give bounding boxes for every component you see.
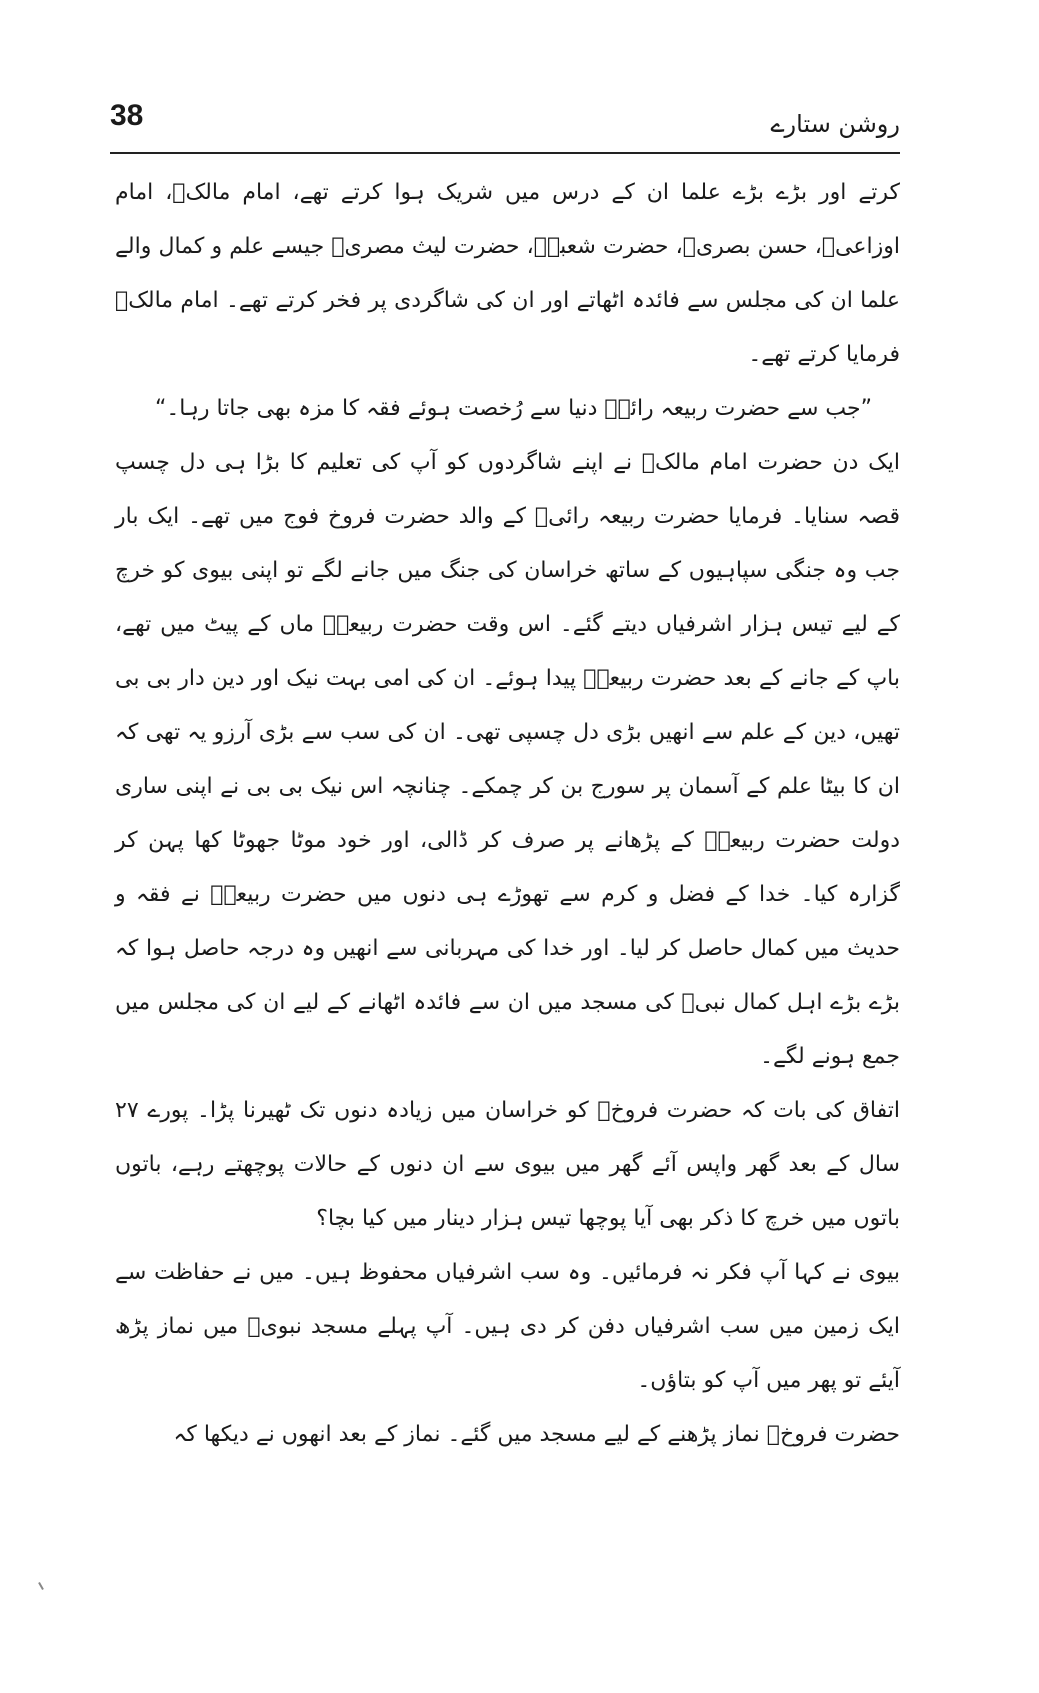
body-text — [115, 166, 900, 1462]
header-rule — [110, 152, 900, 154]
paragraph-quote: ”جب سے حضرت ربیعہ رائےؒ دنیا سے رُخصت ہوئے فقہ کا مزہ بھی جاتا رہا۔“ — [154, 396, 872, 421]
running-title: روشن ستارے — [770, 110, 900, 138]
paragraph-continuation: کرتے اور بڑے بڑے علما ان کے درس میں شریک ہوا کرتے تھے، امام مالکؒ، امام اوزاعیؒ، حسن بصریؒ، حضرت شعبہؒ، حضرت لیث مصریؒ جیسے علم و کمال والے علما ان کی مجلس سے فائدہ اٹھاتے اور ان کی شاگردی پر فخر کرتے تھے۔ امام مالکؒ فرمایا کرتے تھے۔ — [115, 180, 900, 367]
page-header — [110, 96, 900, 154]
page-number: 38 — [110, 99, 144, 132]
paragraph-wife-reply: بیوی نے کہا آپ فکر نہ فرمائیں۔ وہ سب اشرفیاں محفوظ ہیں۔ میں نے حفاظت سے ایک زمین میں سب اشرفیاں دفن کر دی ہیں۔ آپ پہلے مسجد نبویؐ میں نماز پڑھ آیئے تو پھر میں آپ کو بتاؤں۔ — [115, 1260, 900, 1393]
paragraph-mosque: حضرت فروخؒ نماز پڑھنے کے لیے مسجد میں گئے۔ نماز کے بعد انھوں نے دیکھا کہ — [173, 1422, 900, 1447]
paragraph-return: اتفاق کی بات کہ حضرت فروخؒ کو خراسان میں زیادہ دنوں تک ٹھیرنا پڑا۔ پورے ۲۷ سال کے بعد گھر واپس آئے گھر میں بیوی سے ان دنوں کے حالات پوچھتے رہے، باتوں باتوں میں خرچ کا ذکر بھی آیا پوچھا تیس ہزار دینار میں کیا بچا؟ — [115, 1098, 900, 1231]
paragraph-story: ایک دن حضرت امام مالکؒ نے اپنے شاگردوں کو آپ کی تعلیم کا بڑا ہی دل چسپ قصہ سنایا۔ فرمایا حضرت ربیعہ رائیؒ کے والد حضرت فروخ فوج میں تھے۔ ایک بار جب وہ جنگی سپاہیوں کے ساتھ خراسان کی جنگ میں جانے لگے تو اپنی بیوی کو خرچ کے لیے تیس ہزار اشرفیاں دیتے گئے۔ اس وقت حضرت ربیعہؒ ماں کے پیٹ میں تھے، باپ کے جانے کے بعد حضرت ربیعہؒ پیدا ہوئے۔ ان کی امی بہت نیک اور دین دار بی بی تھیں، دین کے علم سے انھیں بڑی دل چسپی تھی۔ ان کی سب سے بڑی آرزو یہ تھی کہ ان کا بیٹا علم کے آسمان پر سورج بن کر چمکے۔ چنانچہ اس نیک بی بی نے اپنی ساری دولت حضرت ربیعہؒ کے پڑھانے پر صرف کر ڈالی، اور خود موٹا جھوٹا کھا پہن کر گزارہ کیا۔ خدا کے فضل و کرم سے تھوڑے ہی دنوں میں حضرت ربیعہؒ نے فقہ و حدیث میں کمال حاصل کر لیا۔ اور خدا کی مہربانی سے انھیں وہ درجہ حاصل ہوا کہ بڑے بڑے اہل کمال نبیؐ کی مسجد میں ان سے فائدہ اٹھانے کے لیے ان کی مجلس میں جمع ہونے لگے۔ — [115, 450, 900, 1069]
scan-speck — [38, 1582, 44, 1590]
